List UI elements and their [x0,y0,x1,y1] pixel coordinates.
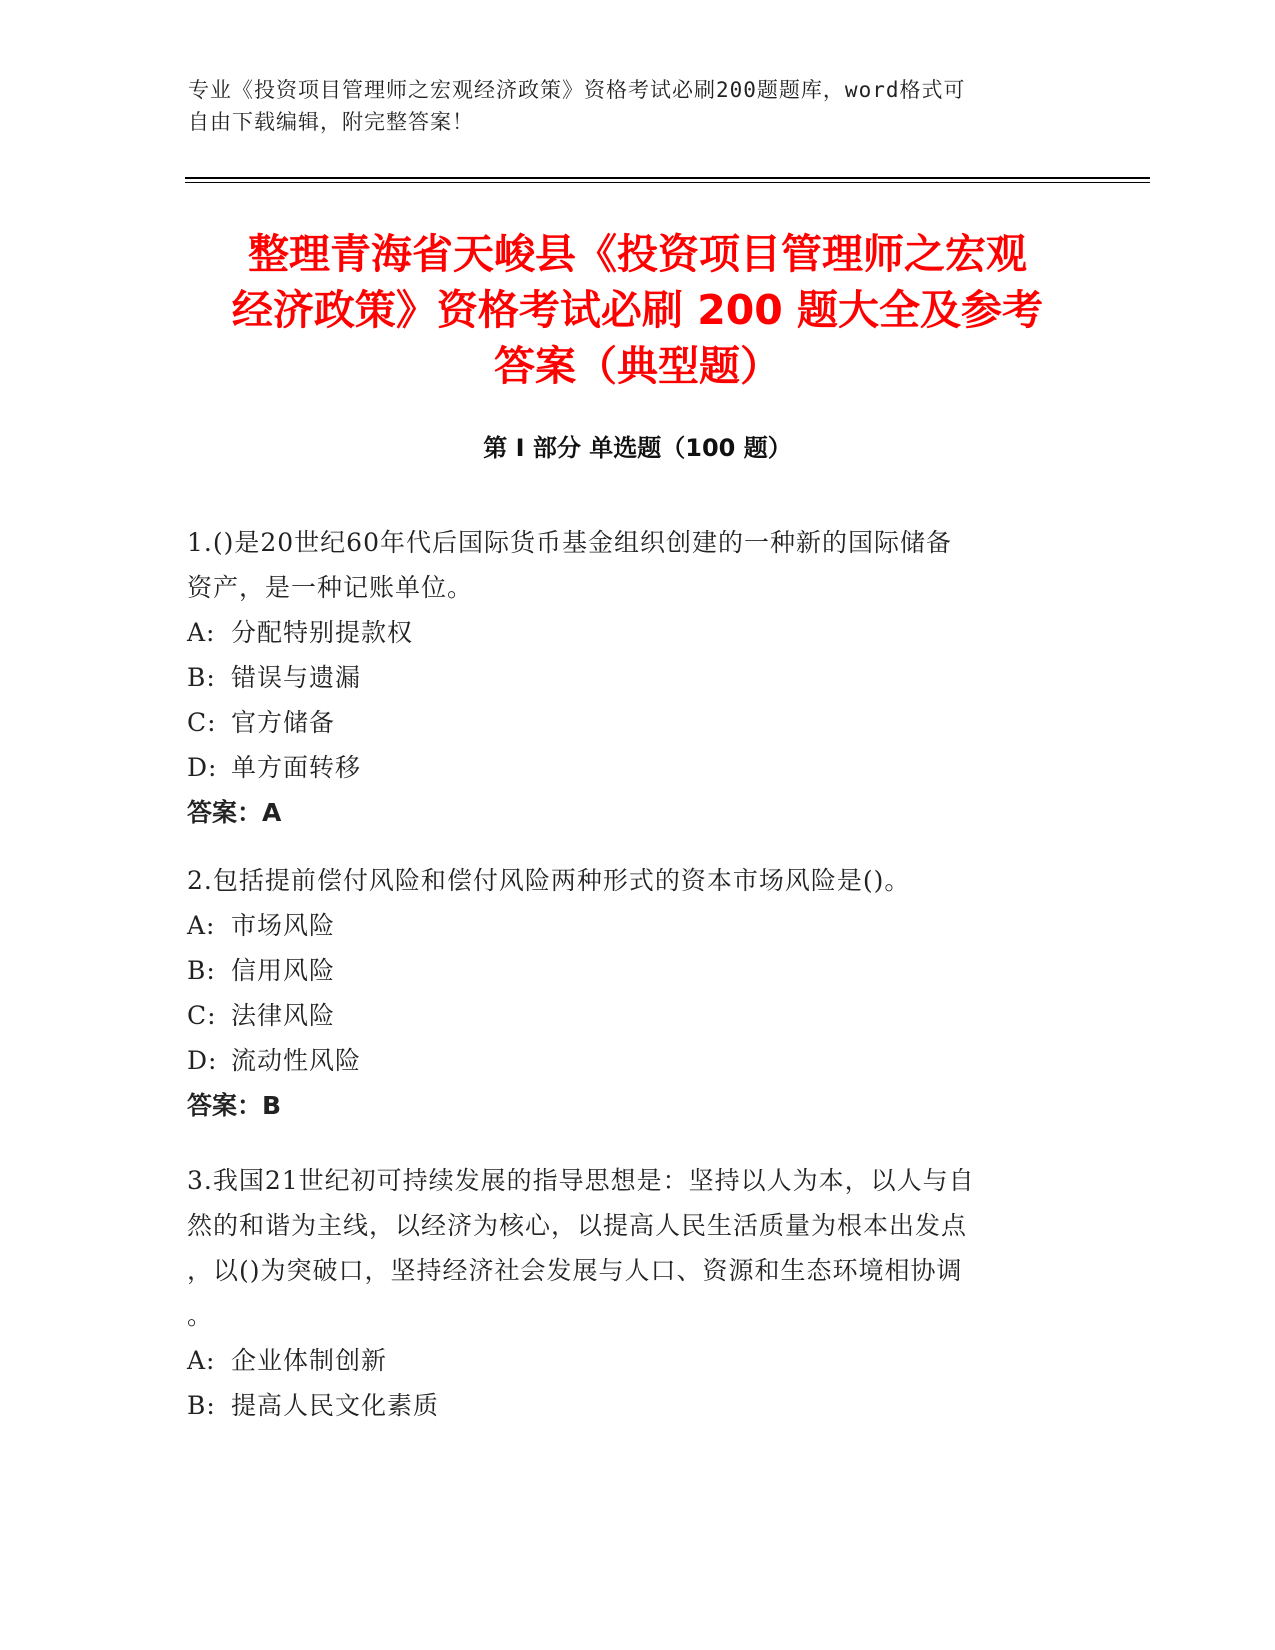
question-stem: 资产，是一种记账单位。 [187,573,474,602]
question-block [187,858,1067,1128]
option-text: 提高人民文化素质 [231,1391,440,1420]
option-key: D: [187,1046,218,1075]
header-note-line: 自由下载编辑，附完整答案！ [188,110,474,134]
option-a [187,610,1067,655]
option-key: A: [187,1346,216,1375]
option-text: 官方储备 [231,708,336,737]
header-divider-thin [185,182,1150,183]
option-a [187,903,1067,948]
option-b [187,948,1067,993]
option-c [187,993,1067,1038]
option-b [187,655,1067,700]
option-a [187,1338,1067,1383]
option-text: 市场风险 [231,911,336,940]
question-block [187,520,1067,835]
option-b [187,1383,1067,1428]
option-text: 错误与遗漏 [231,663,362,692]
question-block [187,1158,1067,1428]
option-key: C: [187,708,217,737]
answer-label: 答案：B [187,1091,282,1120]
header-note [188,74,1068,138]
option-d [187,745,1067,790]
section-heading: 第 I 部分 单选题（100 题） [483,434,792,462]
header-divider [185,177,1150,179]
option-text: 分配特别提款权 [231,618,414,647]
option-key: D: [187,753,218,782]
option-text: 信用风险 [231,956,336,985]
question-stem: 。 [187,1301,214,1330]
option-key: A: [187,618,216,647]
option-text: 法律风险 [231,1001,336,1030]
title-line: 答案（典型题） [494,342,781,390]
option-d [187,1038,1067,1083]
option-c [187,700,1067,745]
question-stem: 2.包括提前偿付风险和偿付风险两种形式的资本市场风险是()。 [187,866,911,895]
option-key: B: [187,956,216,985]
option-key: B: [187,1391,216,1420]
answer-label: 答案：A [187,798,282,827]
question-stem: 3.我国21世纪初可持续发展的指导思想是：坚持以人为本，以人与自 [187,1166,975,1195]
document-title [180,226,1095,394]
option-key: A: [187,911,216,940]
option-text: 企业体制创新 [231,1346,388,1375]
option-key: B: [187,663,216,692]
title-line: 经济政策》资格考试必刷 200 题大全及参考 [231,286,1044,334]
option-text: 流动性风险 [231,1046,362,1075]
question-stem: ，以()为突破口，坚持经济社会发展与人口、资源和生态环境相协调 [187,1256,963,1285]
option-key: C: [187,1001,217,1030]
header-note-line: 专业《投资项目管理师之宏观经济政策》资格考试必刷200题题库，word格式可 [188,78,966,102]
question-stem: 然的和谐为主线，以经济为核心，以提高人民生活质量为根本出发点 [187,1211,968,1240]
title-line: 整理青海省天峻县《投资项目管理师之宏观 [248,230,1027,278]
option-text: 单方面转移 [231,753,362,782]
question-stem: 1.()是20世纪60年代后国际货币基金组织创建的一种新的国际储备 [187,528,952,557]
